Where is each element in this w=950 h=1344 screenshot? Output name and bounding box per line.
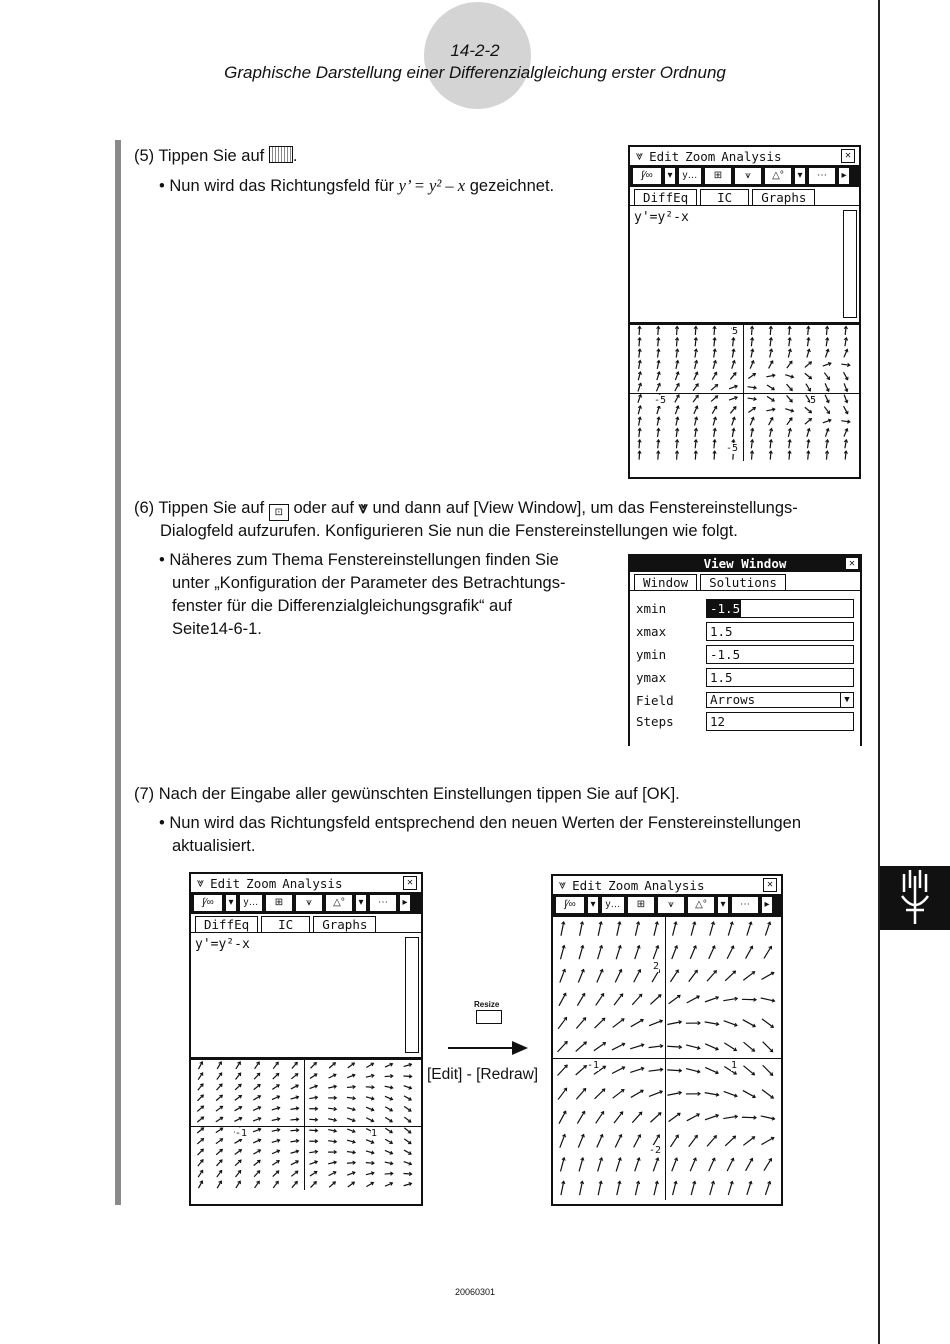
field-arrow [725,1136,735,1146]
field-arrow [612,1067,625,1073]
tick-label: -5 [726,443,739,454]
field-arrow [705,1044,718,1050]
tick-label: 5 [732,326,739,337]
toolbar-trace-button[interactable]: ⩛ [657,896,685,914]
page-number: 14-2-2 [450,41,500,60]
field-arrow [580,922,583,936]
field-arrow [597,969,603,982]
tick-label: -1 [235,1128,248,1139]
dropdown-icon[interactable]: ▾ [664,167,676,185]
toolbar [630,166,859,187]
menu-edit[interactable]: Edit [572,877,603,893]
field-arrow [690,1158,695,1171]
close-icon[interactable]: ✕ [403,876,417,890]
field-field: Field Arrows ▼ [636,690,854,710]
toolbar-mode-button[interactable]: ∫⁄∞ [632,167,662,185]
resize-icon [476,1010,502,1024]
field-arrow [727,1158,733,1171]
field-arrow [612,1044,625,1050]
dropdown-icon[interactable]: ▾ [587,896,599,914]
dropdown-icon[interactable]: ▾ [794,167,806,185]
toolbar-grid-button[interactable]: ⋯ [808,167,836,185]
field-arrow [744,1042,755,1051]
menu-analysis[interactable]: Analysis [282,875,343,891]
step7-line: (7) Nach der Eingabe aller gewünschten Einstellungen tippen Sie auf [OK]. [134,785,680,803]
field-arrow [746,1158,753,1170]
field-arrow [707,971,716,982]
field-ymax: ymax 1.5 [636,667,854,687]
step6-line1: (6) Tippen Sie auf ⊡ oder auf ⩔ und dann auf [View Window], um das Fenstereinstellungs- [134,497,874,521]
toolbar [553,895,781,916]
step5-bullet: • Nun wird das Richtungsfeld für y’ = y² – x gezeichnet. [159,176,555,195]
field-arrow [650,995,660,1005]
field-arrow [311,1062,317,1068]
field-arrow [576,1018,585,1029]
menu-arrow-icon[interactable]: ⩔ [636,148,644,163]
field-ymin: ymin -1.5 [636,644,854,664]
field-arrow [635,946,640,959]
field-arrow [669,995,680,1003]
field-arrow [743,972,754,981]
chapter-tab [880,866,950,930]
field-arrow [743,1020,755,1027]
field-arrow [687,996,699,1003]
field-arrow [765,922,770,935]
step5-text: (5) Tippen Sie auf [134,147,265,165]
ymin-input[interactable]: -1.5 [706,645,854,664]
toolbar-mode-button[interactable]: ∫⁄∞ [193,894,223,912]
field-xmin: xmin -1.5 [636,598,854,618]
steps-input[interactable]: 12 [706,712,854,731]
toolbar-mode-button[interactable]: ∫⁄∞ [555,896,585,914]
field-arrow [649,1091,662,1096]
menu-zoom[interactable]: Zoom [608,877,639,893]
field-arrow [558,1088,566,1099]
field-select[interactable]: Arrows ▼ [706,692,854,708]
tab-strip [630,187,859,206]
field-arrow [709,946,715,959]
field-arrow [744,1066,755,1075]
direction-field-2 [191,1059,421,1190]
field-arrow [670,970,678,982]
menu-zoom[interactable]: Zoom [246,875,277,891]
field-steps: Steps 12 [636,711,854,731]
page-title: Graphische Darstellung einer Differenzialgleichung erster Ordnung [224,63,726,82]
view-window-dialog [628,554,862,746]
field-arrow [689,970,698,981]
menu-bar [553,876,781,895]
step6-bullet: • Näheres zum Thema Fenstereinstellungen finden Sie unter „Konfiguration der Parameter des Betrachtungs- fenster für die Differenzialgleichungsgrafik“ auf Seite14-6-1. [159,551,566,638]
menu-edit[interactable]: Edit [649,148,680,164]
menu-arrow-icon[interactable]: ⩔ [559,877,567,892]
equation: y'=y²-x [634,210,689,225]
dialog-tabs [630,572,860,591]
field-arrow [198,1149,204,1155]
field-arrow [705,1067,718,1073]
scroll-right-icon[interactable]: ▸ [761,896,773,914]
menu-arrow-icon[interactable]: ⩔ [197,875,205,890]
field-arrow [653,1158,658,1171]
field-arrow [631,1090,643,1097]
field-arrow [613,1090,624,1099]
field-arrow [672,1158,677,1171]
toolbar-keyboard-button[interactable]: y… [239,894,263,912]
field-arrow [631,1020,643,1027]
field-arrow [558,1017,566,1028]
tab-solutions[interactable]: Solutions [700,574,786,590]
arrow-right-icon [446,1038,530,1058]
field-arrow [690,946,695,959]
graph-icon [269,146,293,163]
field-arrow [669,1113,680,1121]
scrollbar[interactable] [843,210,857,318]
field-arrow [762,1138,774,1145]
step6-line2: Dialogfeld aufzurufen. Konfigurieren Sie nun die Fenstereinstellungen wie folgt. [160,522,738,540]
field-arrow [705,1115,718,1120]
field-arrow [724,1043,736,1051]
toolbar-trace-button[interactable]: ⩛ [295,894,323,912]
field-arrow [561,922,564,936]
calc-screen-1 [628,145,861,479]
field-arrow [595,1089,605,1099]
field-arrow [649,1021,662,1026]
field-arrow [762,1019,773,1027]
field-arrow [576,1089,585,1100]
tick-label: 5 [810,395,817,406]
field-arrow [559,1111,566,1124]
field-arrow [762,1090,773,1098]
field-arrow [614,1112,623,1123]
menu-arrow-icon: ⩔ [358,499,368,517]
equation-area[interactable] [630,206,859,324]
direction-field-1 [630,324,859,461]
close-icon[interactable]: ✕ [846,558,858,569]
field-arrow [576,1042,587,1051]
field-arrow [614,994,623,1005]
ymax-input[interactable]: 1.5 [706,668,854,687]
field-arrow [596,994,604,1006]
field-arrow [667,1022,681,1025]
tab-window[interactable]: Window [634,574,697,590]
step7-bullet: • Nun wird das Richtungsfeld entsprechend den neuen Werten der Fenstereinstellungen aktualisiert. [159,814,802,855]
tab-diffeq[interactable]: DiffEq [634,189,697,205]
field-arrow [596,1112,604,1124]
tick-label: -5 [654,395,667,406]
menu-bar [191,874,421,893]
toolbar-keyboard-button[interactable]: y… [678,167,702,185]
field-arrow [689,1135,698,1146]
resize-caption: Resize [474,1000,500,1009]
field-arrow [578,969,583,982]
field-arrow [687,1114,699,1121]
scroll-right-icon[interactable]: ▸ [399,894,411,912]
field-arrow [667,1046,681,1047]
field-arrow [558,1042,568,1052]
field-arrow [577,1111,584,1123]
equation-area[interactable] [191,933,421,1059]
field-arrow [763,1065,773,1075]
direction-field-3 [553,916,781,1200]
field-arrow [724,1091,737,1096]
tick-label: -2 [649,1145,662,1156]
field-arrow [667,1070,681,1071]
field-arrow [615,1135,621,1148]
xmax-input[interactable]: 1.5 [706,622,854,641]
dropdown-icon[interactable]: ▾ [355,894,367,912]
toolbar-graph-button[interactable]: ⊞ [704,167,732,185]
field-arrow [561,1181,564,1195]
field-arrow [672,946,677,959]
tab-ic[interactable]: IC [261,916,310,932]
menu-analysis[interactable]: Analysis [644,877,705,893]
menu-zoom[interactable]: Zoom [685,148,716,164]
field-arrow [580,1181,583,1195]
field-arrow [632,1112,642,1123]
tick-label: -1 [587,1060,600,1071]
field-arrow [727,946,733,959]
field-arrow [632,994,642,1005]
tick-label: 2 [653,961,660,972]
field-arrow [594,1043,606,1051]
field-arrow [709,1158,715,1171]
xmin-input[interactable]: -1.5 [706,599,854,618]
tab-strip [191,914,421,933]
field-arrow [670,1135,678,1147]
equation: y'=y²-x [195,937,250,952]
field-arrow [650,1113,660,1123]
close-icon[interactable]: ✕ [841,149,855,163]
field-arrow [198,1095,204,1101]
view-window-icon: ⊡ [269,504,289,521]
toolbar-graph-button[interactable]: ⊞ [627,896,655,914]
chevron-down-icon[interactable]: ▼ [840,693,853,707]
field-arrow [743,1090,755,1097]
field-arrow [578,1134,583,1147]
field-arrow [763,1042,773,1052]
field-arrow [615,970,621,983]
tab-ic[interactable]: IC [700,189,749,205]
tick-label: 1 [371,1128,378,1139]
toolbar-sketch-button[interactable]: △° [764,167,792,185]
toolbar-sketch-button[interactable]: △° [325,894,353,912]
field-arrow [743,1137,754,1146]
dropdown-icon[interactable]: ▾ [717,896,729,914]
tick-label: 1 [731,1060,738,1071]
tab-diffeq[interactable]: DiffEq [195,916,258,932]
field-arrow [724,1021,737,1026]
dialog-title: View Window ✕ [630,556,860,572]
toolbar-keyboard-button[interactable]: y… [601,896,625,914]
tab-graphs[interactable]: Graphs [752,189,815,205]
toolbar-sketch-button[interactable]: △° [687,896,715,914]
tab-graphs[interactable]: Graphs [313,916,376,932]
field-arrow [705,997,718,1002]
calc-screen-2 [189,872,423,1206]
field-arrow [595,1018,605,1028]
redraw-caption: [Edit] - [Redraw] [427,1066,539,1083]
field-arrow [667,1092,681,1095]
toolbar-grid-button[interactable]: ⋯ [369,894,397,912]
field-arrow [560,1134,565,1147]
menu-analysis[interactable]: Analysis [721,148,782,164]
field-arrow [765,1181,770,1194]
close-icon[interactable]: ✕ [763,878,777,892]
field-arrow [634,970,641,983]
field-arrow [764,1159,771,1171]
menu-bar [630,147,859,166]
field-arrow [764,946,771,958]
toolbar-grid-button[interactable]: ⋯ [731,896,759,914]
scrollbar[interactable] [405,937,419,1053]
field-arrow [707,1136,716,1147]
field-arrow [560,969,565,982]
field-arrow [576,1066,587,1075]
step-sidebar-bar [115,140,121,1205]
footer-code: 20060301 [454,1287,496,1297]
field-arrow [597,1135,603,1148]
toolbar-graph-button[interactable]: ⊞ [265,894,293,912]
right-margin-rule [878,0,880,1344]
field-arrow [634,1135,641,1148]
field-xmax: xmax 1.5 [636,621,854,641]
dropdown-icon[interactable]: ▾ [225,894,237,912]
field-arrow [653,946,658,959]
toolbar [191,893,421,914]
menu-edit[interactable]: Edit [210,875,241,891]
field-arrow [725,971,735,981]
field-arrow [613,1019,624,1028]
field-arrow [635,1158,640,1171]
scroll-right-icon[interactable]: ▸ [838,167,850,185]
formula: y’ = y² – x [398,176,466,195]
field-arrow [577,993,584,1005]
diffeq-chapter-icon [880,866,950,930]
field-arrow [311,1182,317,1188]
calc-screen-3 [551,874,783,1206]
field-arrow [559,993,566,1006]
field-arrow [762,972,774,979]
toolbar-trace-button[interactable]: ⩛ [734,167,762,185]
field-arrow [558,1065,568,1075]
step5-line: (5) Tippen Sie auf . [134,147,298,165]
field-arrow [746,946,753,958]
